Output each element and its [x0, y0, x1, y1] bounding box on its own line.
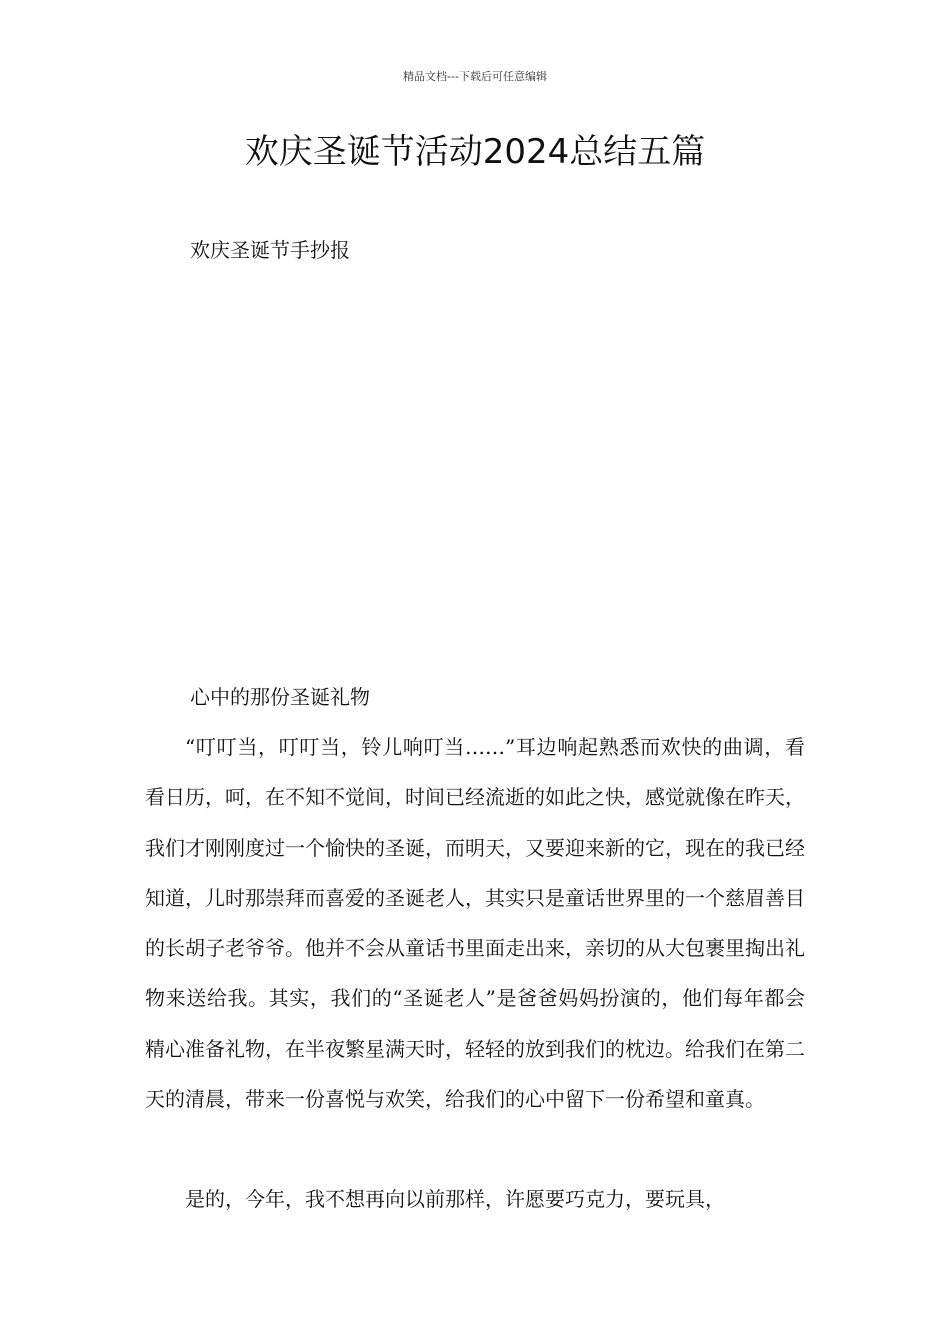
- header-note: 精品文档---下载后可任意编辑: [403, 70, 547, 83]
- section-heading-christmas-gift: 心中的那份圣诞礼物: [190, 685, 370, 709]
- blank-image-area: [145, 280, 805, 660]
- section-heading-handwritten-newspaper: 欢庆圣诞节手抄报: [190, 238, 350, 262]
- body-paragraph: “叮叮当，叮叮当，铃儿响叮当……”耳边响起熟悉而欢快的曲调，看看日历，呵，在不知不觉间，时间已经流逝的如此之快，感觉就像在昨天，我们才刚刚度过一个愉快的圣诞，而明天，又要迎来新的它，现在的我已经知道，儿时那崇拜而喜爱的圣诞老人，其实只是童话世界里的一个慈眉善目的长胡子老爷爷。他并不会从童话书里面走出来，亲切的从大包裹里掏出礼物来送给我。其实，我们的“圣诞老人”是爸爸妈妈扮演的，他们每年都会精心准备礼物，在半夜繁星满天时，轻轻的放到我们的枕边。给我们在第二天的清晨，带来一份喜悦与欢笑，给我们的心中留下一份希望和童真。: [145, 735, 805, 1112]
- document-title: 欢庆圣诞节活动2024总结五篇: [244, 132, 706, 172]
- body-paragraph: 是的，今年，我不想再向以前那样，许愿要巧克力，要玩具，: [185, 1187, 725, 1211]
